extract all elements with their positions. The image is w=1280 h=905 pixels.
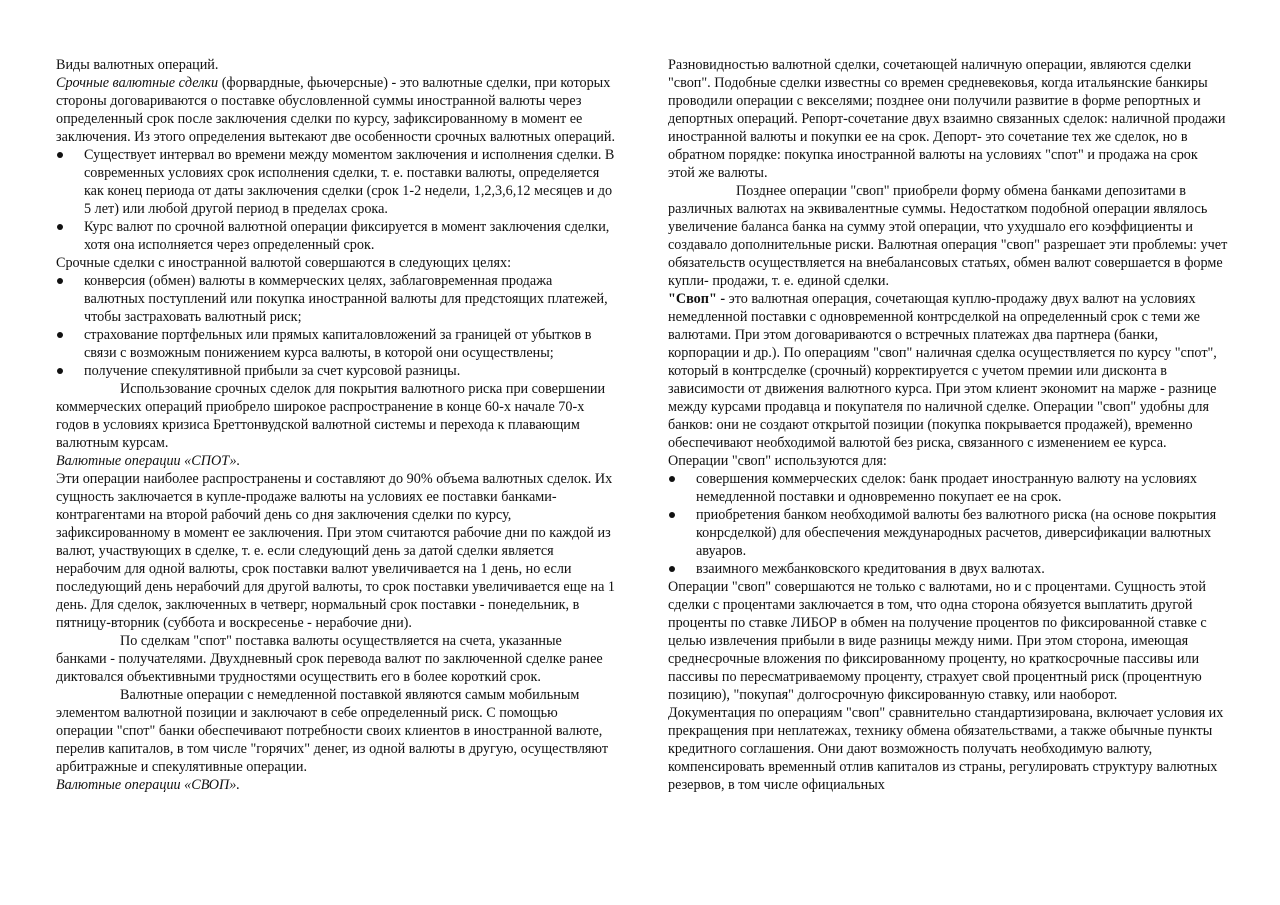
spot-paragraph-2: По сделкам "спот" поставка валюты осуществляется на счета, указанные банками - получателями. Двухдневный срок перевода валют по заключенной сделке ранее диктовался объективными трудностями осуществить его в более короткий срок. bbox=[56, 633, 603, 685]
swap-history-paragraph: Позднее операции "своп" приобрели форму обмена банками депозитами в различных валютах на эквивалентные суммы. Недостатком подобной операции являлось увеличение баланса банка на сумму этой операции, что ухудшало его коэффициенты и создавало дополнительные риски. Валютная операция "своп" разрешает эти проблемы: учет обязательств осуществляется на внебалансовых статьях, обмен валют совершается в форме купли- продажи, т. е. единой сделки. bbox=[668, 183, 1228, 289]
list-item: взаимного межбанковского кредитования в двух валютах. bbox=[696, 561, 1045, 577]
swap-intro-paragraph: Разновидностью валютной сделки, сочетающей наличную операции, являются сделки "своп". Подобные сделки известны со времен средневековья, когда итальянские банкиры проводили операции с векселями; позднее они получили развитие в форме репортных и депортных операций. Репорт-сочетание двух взаимно связанных сделок: наличной продажи иностранной валюты и покупки ее на срок. Депорт- это сочетание тех же сделок, но в обратном порядке: покупка иностранной валюты на условиях "спот" и продажа на срок этой же валюты. bbox=[668, 57, 1226, 181]
usage-paragraph: Использование срочных сделок для покрытия валютного риска при совершении коммерческих операций приобрело широкое распространение в конце 60-х начале 70-х годов в условиях кризиса Бреттонвудской валютной системы и перехода к плавающим валютным курсам. bbox=[56, 381, 606, 451]
section-heading: Виды валютных операций. bbox=[56, 57, 219, 73]
goals-list bbox=[56, 272, 616, 380]
documentation-paragraph: Документация по операциям "своп" сравнительно стандартизирована, включает условия их прекращения при неплатежах, технику обмена обязательствами, а также обычные пункты кредитного соглашения. Они дают возможность получать необходимую валюту, компенсировать временный отлив капиталов из страны, регулировать структуру валютных резервов, в том числе официальных bbox=[668, 705, 1224, 793]
forward-def-text: (форвардные, фьючерсные) - это валютные сделки, при которых стороны договариваются о поставке обусловленной суммы иностранной валюты через определенный срок после заключения сделки по курсу, зафиксированному в момент ее заключения. Из этого определения вытекают две особенности срочных валютных операций. bbox=[56, 75, 615, 145]
list-item: конверсия (обмен) валюты в коммерческих целях, заблаговременная продажа валютных поступлений или покупка иностранной валюты для предстоящих платежей, чтобы застраховать валютный риск; bbox=[84, 273, 608, 325]
list-item: получение спекулятивной прибыли за счет курсовой разницы. bbox=[84, 363, 461, 379]
spot-paragraph-3: Валютные операции с немедленной поставкой являются самым мобильным элементом валютной позиции и заключают в себе определенный риск. С помощью операции "спот" банки обеспечивают потребности своих клиентов в иностранной валюте, перелив капиталов, в том числе "горячих" денег, из одной валюты в другую, осуществляют арбитражные и спекулятивные операции. bbox=[56, 687, 609, 775]
goals-intro: Срочные сделки с иностранной валютой совершаются в следующих целях: bbox=[56, 255, 512, 271]
list-item: совершения коммерческих сделок: банк продает иностранную валюту на условиях немедленной поставки и одновременно покупает ее на срок. bbox=[696, 471, 1198, 505]
interest-swap-paragraph: Операции "своп" совершаются не только с валютами, но и с процентами. Сущность этой сделки с процентами заключается в том, что одна сторона обязуется выплатить другой проценты по ставке ЛИБОР в обмен на получение процентов по фиксированной ставке с целью извлечения прибыли в виде разницы между ними. При этом сторона, имеющая среднесрочные вложения по фиксированному проценту, но краткосрочные пассивы или пассивы по пересматриваемому проценту, страхует свой процентный риск (процентную позицию), "покупая" долгосрочную фиксированную ставку, или наоборот. bbox=[668, 579, 1207, 703]
spot-paragraph: Эти операции наиболее распространены и составляют до 90% объема валютных сделок. Их сущность заключается в купле-продаже валюты на условиях ее поставки банками-контрагентами на второй рабочий день со дня заключения сделки по курсу, зафиксированному в момент ее заключения. При этом считаются рабочие дни по каждой из валют, участвующих в сделке, т. е. если следующий день за датой сделки является нерабочим для одной валюты, срок поставки валют увеличивается на 1 день, но если последующий день нерабочий для другой валюты, то срок поставки увеличивается еще на 1 день. Для сделок, заключенных в четверг, нормальный срок поставки - понедельник, в пятницу-вторник (суббота и воскресенье - нерабочие дни). bbox=[56, 471, 616, 631]
uses-list bbox=[668, 470, 1228, 578]
list-item: Существует интервал во времени между моментом заключения и исполнения сделки. В современных условиях срок исполнения сделки, т. е. поставки валюты, определяется как конец периода от даты заключения сделки (срок 1-2 недели, 1,2,3,6,12 месяцев и до 5 лет) или любой другой период в пределах срока. bbox=[84, 147, 615, 217]
spot-heading: Валютные операции «СПОТ». bbox=[56, 453, 241, 469]
forward-term: Срочные валютные сделки bbox=[56, 75, 219, 91]
left-column bbox=[56, 56, 616, 794]
swap-heading: Валютные операции «СВОП». bbox=[56, 777, 240, 793]
forward-definition bbox=[56, 74, 616, 146]
list-item: приобретения банком необходимой валюты без валютного риска (на основе покрытия конрсделкой) для обеспечения международных расчетов, диверсификации валютных авуаров. bbox=[696, 507, 1217, 559]
swap-term: "Своп" - bbox=[668, 291, 726, 307]
swap-definition bbox=[668, 290, 1228, 470]
list-item: Курс валют по срочной валютной операции фиксируется в момент заключения сделки, хотя она исполняется через определенный срок. bbox=[84, 219, 610, 253]
features-list bbox=[56, 146, 616, 254]
list-item: страхование портфельных или прямых капиталовложений за границей от убытков в связи с возможным понижением курса валюты, в которой они осуществлены; bbox=[84, 327, 592, 361]
swap-def-text: это валютная операция, сочетающая куплю-продажу двух валют на условиях немедленной поставки с одновременной контрсделкой на определенный срок с теми же валютами. При этом договариваются о встречных платежах два партнера (банки, корпорации и др.). По операциям "своп" наличная сделка осуществляется по курсу "спот", который в контрсделке (срочный) корректируется с учетом премии или дисконта в зависимости от движения валютного курса. При этом клиент экономит на марже - разнице между курсами продавца и покупателя по наличной сделке. Операции "своп" удобны для банков: они не создают открытой позиции (покупка покрывается продажей), временно обеспечивают необходимой валютой без риска, связанного с изменением ее курса. Операции "своп" используются для: bbox=[668, 291, 1217, 469]
right-column bbox=[668, 56, 1228, 794]
